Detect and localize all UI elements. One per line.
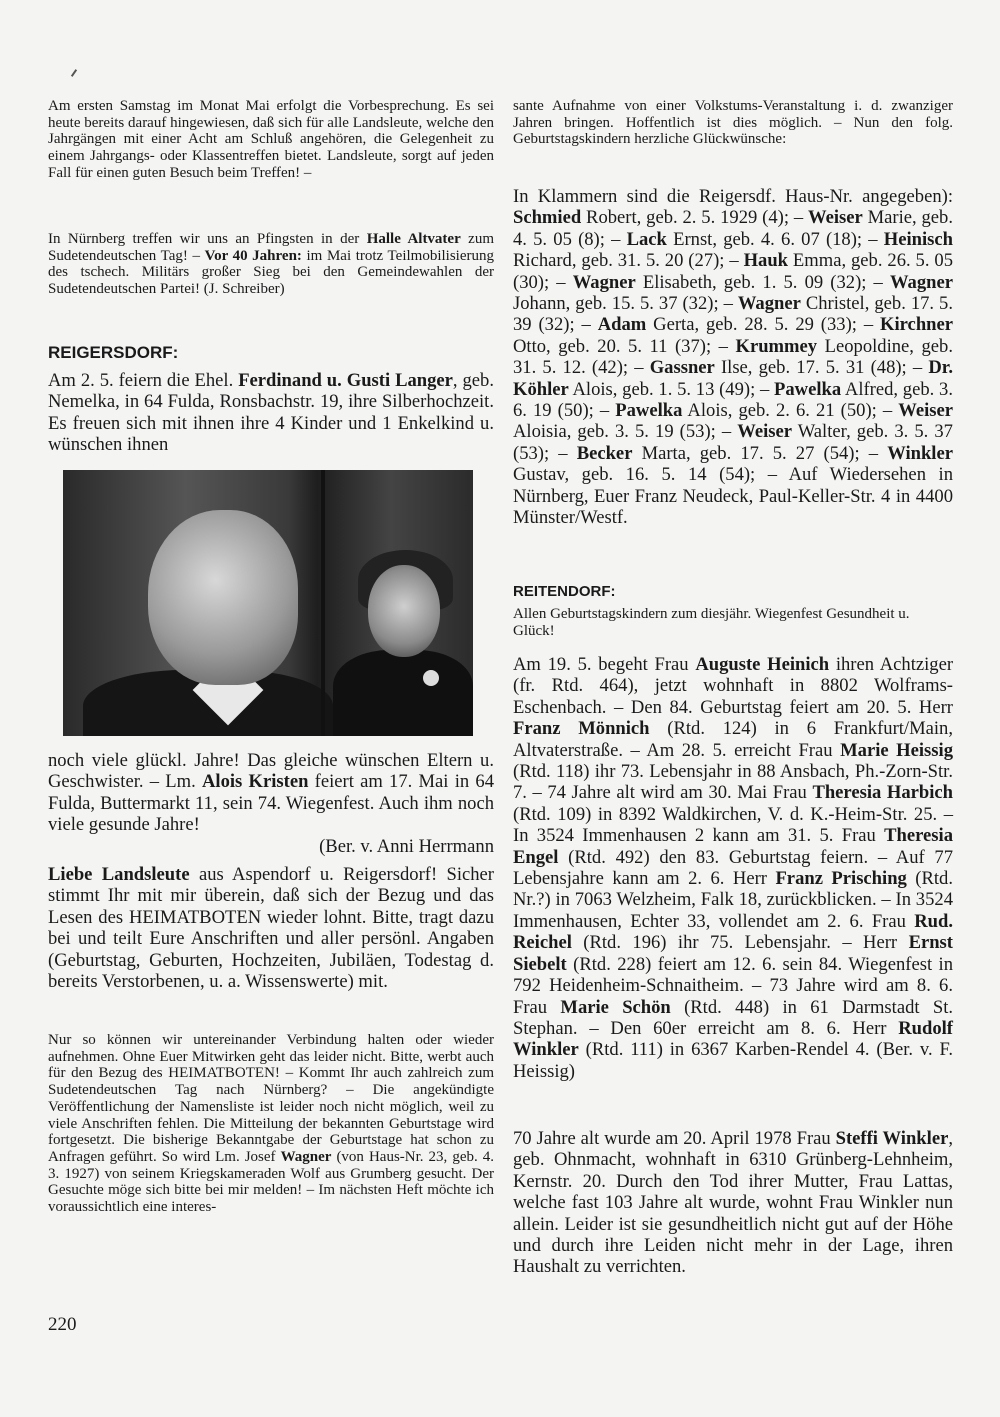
bold-name: Franz Mönnich [513, 718, 650, 740]
text-run: ihren Achtziger (fr. Rtd. 464), jetzt wohnhaft in 8802 Wolframs-Eschenbach. – Den 84. Geburtstag feiert am 20. 5. Herr [513, 654, 954, 718]
paragraph-kristen [48, 750, 494, 836]
bold-name: Krummey [735, 335, 818, 357]
text-run: (Rtd. 196) ihr 75. Lebensjahr. – Herr [571, 932, 909, 954]
bold-name: Marie Schön [560, 996, 671, 1018]
text-run: Christel, geb. 17. 5. 39 (32); – [513, 293, 953, 336]
wedding-couple-photo [63, 470, 473, 736]
bold-name: Lack [626, 228, 667, 250]
text-run: Am ersten Samstag im Monat Mai erfolgt die Vorbesprechung. Es sei heute bereits darauf hingewiesen, daß sich für alle Landsleute, welche den Jahrgängen mit einer Acht am Schluß angehören, die Gelegenheit zu einem Jahrgangs- oder Klassentreffen bietet. Landsleute, sorgt auf jeden Fall für einen guten Besuch beim Treffen! – [48, 98, 494, 181]
text-run: Richard, geb. 31. 5. 20 (27); – [513, 250, 744, 272]
bold-name: Adam [597, 314, 647, 336]
pen-mark [71, 69, 77, 77]
bold-name: Ernst Siebelt [513, 932, 953, 975]
paragraph-silberhochzeit [48, 370, 494, 456]
text-run: Alfred, geb. 3. 6. 19 (50); – [513, 378, 953, 422]
paragraph-nuernberg [48, 231, 494, 298]
bold-name: Wagner [280, 1148, 332, 1165]
text-run: Elisabeth, geb. 1. 5. 09 (32); – [635, 271, 890, 293]
text-run: Gerta, geb. 28. 5. 29 (33); – [646, 314, 881, 336]
text-run: Am 2. 5. feiern die Ehel. [48, 370, 239, 391]
bold-name: Wagner [737, 293, 801, 315]
page-number: 220 [48, 1314, 77, 1335]
text-run: Nur so können wir untereinander Verbindung halten oder wieder aufnehmen. Ohne Euer Mitwirken geht das leider nicht. Bitte, werbt auch für den Bezug des HEIMATBOTEN! – Kommt Ihr auch zahlreich zum Sudetendeutschen Tag nach Nürnberg? – Die angekündigte Veröffentlichung der Namensliste ist leider noch nicht möglich, weil zu viele Anschriften fehlen. Die Mitteilung der bekannten Geburtstage wird fortgesetzt. Die bisherige Bekanntgabe der Geburtstage hat schon zu Anfragen geführt. So wird Lm. Josef [48, 1032, 494, 1165]
text-run: In Nürnberg treffen wir uns an Pfingsten in der [48, 231, 367, 247]
bold-name: Alois Kristen [201, 771, 309, 793]
text-run: im Mai trotz Teilmobilisierung des tschech. Militärs großer Sieg bei den Gemeindewahlen der Sudetendeutschen Partei! (J. Schreiber) [48, 247, 494, 298]
bold-name: Weiser [898, 400, 953, 422]
bold-name: Kirchner [880, 314, 954, 336]
bold-name: Becker [576, 442, 633, 464]
text-run: Marta, geb. 17. 5. 27 (54); – [632, 442, 888, 464]
paragraph-geburtstagsliste [513, 186, 953, 529]
text-run: Allen Geburtstagskindern zum diesjähr. Wiegenfest Gesundheit u. Glück! [513, 606, 910, 639]
text-run: Marie, geb. 4. 5. 05 (8); – [513, 207, 953, 250]
text-run: , geb. Nemelka, in 64 Fulda, Ronsbachstr. 19, ihre Silberhochzeit. Es freuen sich mit ihnen ihre 4 Kinder und 1 Enkelkind u. wünschen ihnen [48, 370, 494, 456]
text-run: Am 19. 5. begeht Frau [513, 654, 696, 675]
text-run: Ernst, geb. 4. 6. 07 (18); – [666, 228, 884, 250]
bold-name: Rud. Reichel [513, 910, 953, 954]
bold-name: Theresia Harbich [812, 782, 953, 804]
bold-name: Auguste Heinich [695, 654, 830, 675]
text-run: sante Aufnahme von einer Volkstums-Veranstaltung i. d. zwanziger Jahren bringen. Hoffentlich ist dies möglich. – Nun den folg. Geburtstagskindern herzliche Glückwünsche: [513, 98, 953, 148]
bold-name: Liebe Landsleute [48, 864, 190, 885]
text-run: Johann, geb. 15. 5. 37 (32); – [513, 293, 738, 315]
text-run: Leopoldine, geb. 31. 5. 12. (42); – [513, 335, 953, 379]
bold-name: Dr. Köhler [513, 357, 953, 400]
text-run: Walter, geb. 3. 5. 37 (53); – [513, 421, 953, 464]
text-run: , geb. Ohnmacht, wohnhaft in 6310 Grünberg-Lehnheim, Kernstr. 20. Durch den Tod ihrer Mutter, Frau Lattas, welche fast 103 Jahre alt wurde, wohnt Frau Winkler nun allein. Leider ist sie gesundheitlich nicht gut auf der Höhe und durch ihre Leiden nicht mehr in der Lage, ihren Haushalt zu verrichten. [513, 1128, 953, 1278]
text-run: Aloisia, geb. 3. 5. 19 (53); – [513, 421, 738, 443]
bold-name: Gassner [649, 357, 715, 379]
bold-name: Steffi Winkler [835, 1128, 949, 1149]
paragraph-vorbesprechung [48, 98, 494, 182]
bold-name: Ferdinand u. Gusti Langer [238, 370, 453, 391]
bold-name: Franz Prisching [775, 868, 907, 890]
paragraph-aufnahme [513, 98, 953, 148]
text-run: (Rtd. 118) ihr 73. Lebensjahr in 88 Ansbach, Ph.-Zorn-Str. 7. – 74 Jahre alt wird am 30. Mai Frau [513, 761, 953, 804]
text-run: Ilse, geb. 17. 5. 31 (48); – [714, 357, 929, 379]
text-run: zum Sudetendeutschen Tag! – [48, 231, 494, 264]
bold-name: Marie Heissig [840, 739, 953, 761]
text-run: Emma, geb. 26. 5. 05 (30); – [513, 250, 954, 293]
text-run: (von Haus-Nr. 23, geb. 4. 3. 1927) von seinem Kriegskameraden Wolf aus Grumberg gesucht. Der Gesuchte möge sich bitte bei mir melden! – Im nächsten Heft möchte ich voraussichtlich eine interes- [48, 1148, 494, 1216]
bold-name: Vor 40 Jahren: [204, 247, 302, 264]
text-run: In Klammern sind die Reigersdf. Haus-Nr. angegeben): [513, 186, 953, 207]
bold-name: Halle Altvater [366, 231, 461, 247]
bold-name: Pawelka [774, 378, 842, 400]
text-run: (Rtd. 111) in 6367 Karben-Rendel 4. (Ber. v. F. Heissig) [513, 1039, 953, 1082]
text-run: Alois, geb. 2. 6. 21 (50); – [682, 400, 899, 422]
paragraph-verbindung [48, 1032, 494, 1216]
bold-name: Wagner [572, 271, 636, 293]
text-run: (Rtd. 228) feiert am 12. 6. sein 84. Wiegenfest in 792 Heidenheim-Schnaitheim. – 73 Jahre wird am 8. 6. Frau [513, 953, 953, 1018]
bold-name: Pawelka [615, 400, 683, 422]
bold-name: Hauk [743, 250, 789, 272]
text-run: (Rtd. 448) in 61 Darmstadt St. Stephan. – Den 60er erreicht am 8. 6. Herr [513, 996, 954, 1039]
bold-name: Schmied [513, 207, 582, 229]
credit-herrmann: (Ber. v. Anni Herrmann [319, 836, 494, 857]
bold-name: Weiser [808, 207, 863, 229]
bold-name: Winkler [887, 442, 953, 464]
section-heading-reitendorf: REITENDORF: [513, 583, 616, 600]
text-run: Alois, geb. 1. 5. 13 (49); – [568, 378, 775, 400]
text-run: Otto, geb. 20. 5. 11 (37); – [513, 335, 736, 357]
text-run: (Rtd. Nr.?) in 7063 Welzheim, Falk 18, zurückblicken. – In 3524 Immenhausen, Echter 33, vollendet am 2. 6. Frau [513, 868, 953, 932]
text-run: Robert, geb. 2. 5. 1929 (4); – [581, 207, 808, 229]
text-run: feiert am 17. Mai in 64 Fulda, Buttermarkt 11, sein 74. Wiegenfest. Auch ihm noch viele gesunde Jahre! [48, 771, 494, 836]
text-run: (Rtd. 124) in 6 Frankfurt/Main, Altvaterstraße. – Am 28. 5. erreicht Frau [513, 718, 953, 761]
text-run: Gustav, geb. 16. 5. 14 (54); – Auf Wiedersehen in Nürnberg, Euer Franz Neudeck, Paul-Keller-Str. 4 in 4400 Münster/Westf. [513, 464, 953, 529]
paragraph-allen-geburtstagskindern [513, 606, 953, 639]
text-run: 70 Jahre alt wurde am 20. April 1978 Frau [513, 1128, 836, 1149]
bold-name: Heinisch [883, 228, 953, 250]
bold-name: Weiser [737, 421, 792, 443]
text-run: (Rtd. 492) den 83. Geburtstag feiern. – Auf 77 Lebensjahre kann am 2. 6. Herr [513, 846, 953, 890]
paragraph-liebe-landsleute [48, 864, 494, 992]
text-run: (Rtd. 109) in 8392 Waldkirchen, V. d. K.-Heim-Str. 25. – In 3524 Immenhausen 2 kann am 31. 5. Frau [513, 803, 953, 847]
bold-name: Wagner [889, 271, 953, 293]
text-run: aus Aspendorf u. Reigersdorf! Sicher stimmt Ihr mit mir überein, daß sich der Bezug und das Lesen des HEIMATBOTEN wieder lohnt. Bitte, tragt dazu bei und teilt Eure Anschriften und aller persönl. Angaben (Geburtstag, Geburten, Hochzeiten, Jubiläen, Todestag d. bereits Verstorbenen, u. a. Wissenswerte) mit. [48, 864, 494, 993]
bold-name: Theresia Engel [513, 825, 953, 868]
paragraph-steffi-winkler [513, 1128, 953, 1278]
paragraph-reitendorf-geburtstage [513, 654, 953, 1082]
section-heading-reigersdorf: REIGERSDORF: [48, 343, 179, 362]
bold-name: Rudolf Winkler [513, 1017, 953, 1061]
text-run: noch viele glückl. Jahre! Das gleiche wünschen Eltern u. Geschwister. – Lm. [48, 750, 494, 793]
